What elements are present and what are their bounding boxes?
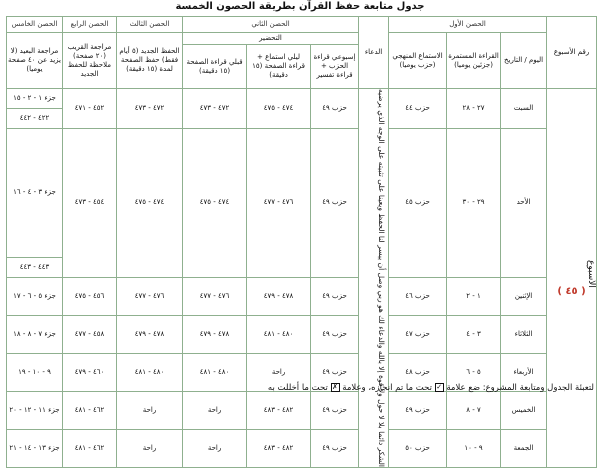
near-review-cell: ٤٥٨ - ٤٧٧ <box>63 315 117 353</box>
near-review-cell: ٤٥٢ - ٤٧١ <box>63 89 117 129</box>
day-cell: السبت <box>501 89 547 129</box>
dua-text: الشكر دائما بلا لا حول ولا قوة إلا بالله والدعاء لك هو ربي وصل أن ييسر لنا الحفظ ويعينا على تثبيته على الوجه الذي يرضيه <box>377 89 387 467</box>
new-memorization-cell: راحة <box>117 391 183 429</box>
day-date-header: اليوم / التاريخ <box>501 33 547 89</box>
pre-prep-cell: ٤٨٠ - ٤٨١ <box>183 353 247 391</box>
pre-prep-cell: ٤٧٢ - ٤٧٣ <box>183 89 247 129</box>
table-row <box>7 315 597 353</box>
far-review-cell: ٤٢٢ - ٤٤٢ <box>7 109 63 129</box>
listening-cell: حزب ٤٤ <box>389 89 447 129</box>
nightly-prep-cell: ٤٧٦ - ٤٧٧ <box>247 129 311 278</box>
table-row <box>7 277 597 315</box>
table-row <box>7 391 597 429</box>
new-memorization-cell: ٤٧٨ - ٤٧٩ <box>117 315 183 353</box>
near-review-cell: ٤٦٠ - ٤٧٩ <box>63 353 117 391</box>
day-cell: الجمعة <box>501 429 547 467</box>
table-row <box>7 89 597 109</box>
fortress-4-header: الحصن الرابع <box>63 17 117 33</box>
day-cell: الثلاثاء <box>501 315 547 353</box>
weekly-prep-cell: حزب ٤٩ <box>311 429 359 467</box>
nightly-prep-cell: ٤٧٤ - ٤٧٥ <box>247 89 311 129</box>
weekly-prep-cell: حزب ٤٩ <box>311 89 359 129</box>
new-memorization-cell: راحة <box>117 429 183 467</box>
dua-text-cell <box>359 89 389 468</box>
preparation-header: التحضير <box>183 33 359 45</box>
nightly-prep-cell: ٤٧٨ - ٤٧٩ <box>247 277 311 315</box>
near-review-header: مراجعة القريب (٢٠ صفحة) ملاحظة للحفظ الجديد <box>63 33 117 89</box>
week-number: ( ٤٥ ) <box>557 286 586 298</box>
fortress-3-header: الحصن الثالث <box>117 17 183 33</box>
listening-cell: حزب ٥٠ <box>389 429 447 467</box>
pre-prep-cell: ٤٧٦ - ٤٧٧ <box>183 277 247 315</box>
far-review-cell: ٤٤٣ - ٤٤٣ <box>7 257 63 277</box>
new-memorization-cell: ٤٨٠ - ٤٨١ <box>117 353 183 391</box>
continuous-reading-cell: ٩ - ١٠ <box>447 429 501 467</box>
continuous-reading-cell: ٧ - ٨ <box>447 391 501 429</box>
week-number-cell <box>547 89 597 468</box>
new-memorization-header: الحفظ الجديد (٥ أيام فقط) حفظ الصفحة لمدة (١٥ دقيقة) <box>117 33 183 89</box>
listening-cell: حزب ٤٨ <box>389 353 447 391</box>
new-memorization-cell: ٤٧٢ - ٤٧٣ <box>117 89 183 129</box>
far-review-cell: جزء ١٣ - ١٤ - ٢١ <box>7 429 63 467</box>
continuous-reading-header: القراءة المستمرة (جزئين يوميا) <box>447 33 501 89</box>
pre-prep-cell: ٤٧٨ - ٤٧٩ <box>183 315 247 353</box>
footer-text-1: لتعبئة الجدول ومتابعة المشروع: ضع علامة <box>446 383 594 393</box>
fortress-1-header: الحصن الأول <box>389 17 547 33</box>
pre-prep-cell: راحة <box>183 429 247 467</box>
cross-icon: ✗ <box>332 383 339 391</box>
near-review-cell: ٤٦٢ - ٤٨١ <box>63 429 117 467</box>
listening-cell: حزب ٤٩ <box>389 391 447 429</box>
continuous-reading-cell: ٢٧ - ٢٨ <box>447 89 501 129</box>
weekly-prep-cell: حزب ٤٩ <box>311 353 359 391</box>
near-review-cell: ٤٦٢ - ٤٨١ <box>63 391 117 429</box>
far-review-cell: جزء ٣ - ٤ - ١٦ <box>7 129 63 258</box>
continuous-reading-cell: ٣ - ٤ <box>447 315 501 353</box>
nightly-prep-cell: راحة <box>247 353 311 391</box>
far-review-header: مراجعة البعيد (لا يزيد عن ٤٠ صفحة يوميا) <box>7 33 63 89</box>
weekly-prep-cell: حزب ٤٩ <box>311 129 359 278</box>
table-row <box>7 129 597 258</box>
far-review-cell: ٩ - ١٠ - ١٩ <box>7 353 63 391</box>
weekly-prep-cell: حزب ٤٩ <box>311 391 359 429</box>
instructions-footer <box>0 381 594 395</box>
pre-prep-cell: راحة <box>183 391 247 429</box>
listening-cell: حزب ٤٦ <box>389 277 447 315</box>
weekly-prep-header: إسبوعي قراءة الحزب + قراءة تفسير <box>311 45 359 89</box>
table-row <box>7 429 597 467</box>
week-header: رقم الأسبوع <box>547 17 597 89</box>
footer-text-3: تحت ما أخللت به <box>267 383 328 393</box>
near-review-cell: ٤٥٤ - ٤٧٣ <box>63 129 117 278</box>
day-cell: الإثنين <box>501 277 547 315</box>
footer-text-2: تحت ما تم انجازه، وعلامة <box>342 383 432 393</box>
day-cell: الأحد <box>501 129 547 278</box>
day-cell: الخميس <box>501 391 547 429</box>
pre-prep-header: قبلي قراءة الصفحة (١٥ دقيقة) <box>183 45 247 89</box>
far-review-cell: جزء ١١ - ١٢ - ٢٠ <box>7 391 63 429</box>
new-memorization-cell: ٤٧٤ - ٤٧٥ <box>117 129 183 278</box>
pre-prep-cell: ٤٧٤ - ٤٧٥ <box>183 129 247 278</box>
near-review-cell: ٤٥٦ - ٤٧٥ <box>63 277 117 315</box>
nightly-prep-header: ليلي استماع + قراءة الصفحة (١٥ دقيقة) <box>247 45 311 89</box>
week-label: الأسبوع <box>586 259 597 288</box>
weekly-prep-cell: حزب ٤٩ <box>311 315 359 353</box>
fortress-5-header: الحصن الخامس <box>7 17 63 33</box>
new-memorization-cell: ٤٧٦ - ٤٧٧ <box>117 277 183 315</box>
dua-header: الدعاء <box>359 17 389 89</box>
day-cell: الأربعاء <box>501 353 547 391</box>
listening-header: الاستماع المنهجي (حزب يوميا) <box>389 33 447 89</box>
far-review-cell: جزء ٧ - ٨ - ١٨ <box>7 315 63 353</box>
far-review-cell: جزء ١ - ٢ - ١٥ <box>7 89 63 109</box>
check-icon: ✓ <box>436 383 443 391</box>
fortress-2-header: الحصن الثاني <box>183 17 359 33</box>
continuous-reading-cell: ١ - ٢ <box>447 277 501 315</box>
nightly-prep-cell: ٤٨٠ - ٤٨١ <box>247 315 311 353</box>
schedule-table <box>6 16 597 468</box>
nightly-prep-cell: ٤٨٢ - ٤٨٣ <box>247 391 311 429</box>
weekly-prep-cell: حزب ٤٩ <box>311 277 359 315</box>
nightly-prep-cell: ٤٨٢ - ٤٨٣ <box>247 429 311 467</box>
listening-cell: حزب ٤٥ <box>389 129 447 278</box>
far-review-cell: جزء ٥ - ٦ - ١٧ <box>7 277 63 315</box>
continuous-reading-cell: ٢٩ - ٣٠ <box>447 129 501 278</box>
continuous-reading-cell: ٥ - ٦ <box>447 353 501 391</box>
page-title: جدول متابعة حفظ القرآن بطريقة الحصون الخمسة <box>175 1 425 12</box>
listening-cell: حزب ٤٧ <box>389 315 447 353</box>
